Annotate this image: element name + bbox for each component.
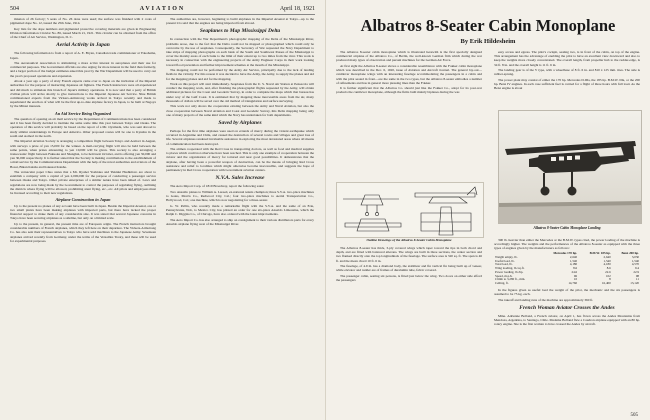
table-cell: Climb to 3,280 ft., min. (495, 277, 526, 282)
aircraft-landing-photo (498, 110, 642, 224)
paragraph: The question of opening an air mail service by the Department of Communications has been considered and it has been finally decided to institute the same some time this year between Tokyo and Osaka. The operation of this service will probably be based on the report of a Mr. Oyamada, who was sent abroad to study similar undertakings in Europe and America. Other proposed routes will be one to Kyushu in the south and Aomori in the north. (10, 117, 156, 138)
paragraph: About a year ago a party of sixty French experts came over to Japan on the invitation of the Imperial authorities for the purpose of instructing Japanese air fighters. The French instructors were all experienced and did much to stimulate this branch of Japan's military operations. It is now said that a party of British civilian pilots will arrive shortly to give instructions to the Imperial Japanese Air Service. Nine British commissioned experts from the Vickers-Armstrong works arrived in Tokyo recently and made to superintend the erection of what will be the first up-to-date airplane factory in Japan, to be built at Nagoya by the Mitsui interests. (10, 79, 156, 109)
table-header-cell: B.M.W. 185 hp. (589, 250, 611, 255)
paragraph: mission of 26 factory; 5 seats of No. 26 done were used; the surface was finished with 2 coats of pigmented dope No. 12, issued the 25th June, 1914. (10, 17, 156, 26)
paragraph: In connection with the War Department's photographic mapping of the Delta of the Mississippi River, problems arose, due to the fact that the Delta could not be mapped or photographed which could only be overcome by the use of seaplanes. Consequently, the Secretary of War requested the Navy Department to take strips of mapping photographs on each bank of the South and Southwest Passes of the Mississippi to cover the marshy areas of each bank to the limit of their extent up to two miles from the river. This work is necessary in connection with the engineering projects of the Army Engineer Corps in their work looking toward flood prevention and further improvement schemes at the mouth of the Mississippi. (166, 37, 314, 67)
performance-table (494, 252, 640, 286)
article-subheading: An Aid Service Being Organized (55, 110, 111, 116)
table-cell: 9.4 (635, 266, 639, 271)
paragraph: Mme. Adrienne Bolland, a French aviator, on April 1, has flown across the Andes Mountains from Mendoza, Argentina, to Santiago, Chile. Madame Bolland flew a Caudron airplane equipped with an 80 hp. rotary engine. She is the first woman to have crossed the Andes by aircraft. (494, 313, 640, 327)
table-cell: 22.9 (633, 269, 639, 274)
paragraph: It is further significant that the Albatros Co. should just like the Fokker Co., adopt for its post-war products the cantilever monoplane, although the firms built mainly biplanes during the war. (336, 86, 482, 95)
table-header-cell: Benz 200 hp. (621, 250, 639, 255)
table-row (494, 282, 640, 286)
table-cell: 1,540 (603, 258, 611, 263)
paragraph: Key lists for the dope numbers and pigmented protective covering materials are given in Engineering Division Information Circular No. 86, issued March 21, 1921. This circular can be obtained from the office of the Chief of Air Service, Washington, D. C. (10, 26, 156, 40)
paragraph: G. W. Pellin, who recently made a remarkable flight with the S.V.A. and the same of an Erie, Pennsylvania, Nob, to Mexico City, has piloted an order for one six-place Ansaldo Limousine, which the Ralph C. Diggins Co., of Chicago, have also ordered with the latest improvements. (166, 203, 314, 217)
table-cell: 22.6 (605, 269, 611, 274)
table-cell: 8.6 (606, 266, 611, 271)
page-number-right: 505 (630, 413, 638, 418)
running-head-left (10, 5, 315, 15)
table-cell: 4,180 (569, 262, 578, 267)
paragraph: The Aero Import Co. has also arranged to ship on consignment to their various distributors parts for every Ansaldo airplane flying west of the Mississippi River. (166, 217, 314, 226)
table-cell: Speed, m.p.h. (495, 273, 513, 278)
table-cell: 98 (635, 273, 639, 278)
table-cell: 102 (605, 273, 611, 278)
article-subheading: Airplane Construction in Japan (55, 197, 111, 203)
paragraph: Up to the present, in general, the present time are of European origin. The French instructors brought considerable numbers of French airplanes, which they left here on their departure. The Vickers-Armstrong Co. has also sent their representatives to Tokyo who have sold machines to the Japanese Army. Seventeen airplanes arrived recently from Germany, under the terms of the Versailles Treaty, and these will be used for experimental purposes. (10, 221, 156, 243)
right-column-2-top (494, 50, 640, 108)
table-cell: 24.6 (571, 269, 578, 274)
right-page (325, 0, 650, 420)
table-cell: 96 (573, 273, 578, 278)
paragraph: Perhaps for the first time airplanes were used on errands of mercy during the violent earthquake which occurred in Argentine and Chile, and caused the destruction of several towns and villages and great loss of life. Several airplanes rendered invaluable assistance in exploring the most devastated areas where all means of communication had been destroyed. (166, 128, 314, 146)
table-cell: 1,540 (569, 258, 578, 263)
table-cell: Weight empty, lb. (495, 254, 518, 259)
table-cell: 10 (573, 277, 578, 282)
right-column-2-bottom (494, 238, 640, 416)
outline-drawing-figure (337, 183, 483, 237)
paragraph: The Albatros 8-seater has thick, 3-ply covered wings which taper toward the tips in both chord and depth, and are fitted with balanced ailerons. The wings are built in three sections, the center section and two flanked directly onto the top longitudinals of the fuselage. The surface area is 320 sq. ft. The span is 46 ft. and the mean chord 10 ft. 6 in. (336, 246, 482, 263)
table-cell: 8.6 (573, 266, 578, 271)
paragraph: easy access and egress. The pilot's cockpit, seating two, is in front of the cabin, on top of the engine. This arrangement has the advantage of enabling the pilot to have an excellent view downward and also to keep the weights more closely concentrated. The overall length, from propeller hub to the rudder-edge, is 34 ft. 8 in. and the overall height is 11 ft. 6 in. (494, 50, 640, 67)
table-cell: 14,760 (568, 281, 578, 286)
paragraph: The takeoff and landing runs of the machine are approximately 360 ft. (498, 297, 594, 302)
paragraph: The vernacular paper Chuo states that a Mr. Ryohei Yoshioka and Yukiaki Hashimoto are about to establish a company with a capital of yen 2,000,000 for the purpose of conducting a passenger service between Osaka and Tokyo. Other private enterprises of a similar nature have been talked of. Laws and regulations are now being made by the Government to control the purposes of regulating flying, outlining the districts where flying will be allowed, prohibiting stunt flying, etc., etc. All pilots and employees must be licensed according to their new regulations. (10, 170, 156, 196)
table-cell: Power loading, lb./hp. (495, 269, 524, 274)
paragraph: The Albatros 8-seater cabin monoplane which is illustrated herewith is the first specially designed commercial airplane of the Albatros Co., of Berlin, the well-known German firm which during the war produced many types of observation and pursuit machines for the German Air Force. (336, 50, 482, 63)
table-cell: 11 (635, 277, 639, 282)
photo-caption: Albatros 8-Seater Cabin Monoplane Landing (533, 226, 601, 230)
paragraph: In the figures given as useful load the weight of the pilot, the mechanic and the six passengers is assumed to be 75 kg. each. (494, 288, 640, 297)
table-cell: 2,640 (569, 254, 578, 259)
article-heading: Saved by Airplanes (218, 119, 262, 126)
drawing-caption: Outline Drawings of the Albatros 8-Seater Cabin Monoplane (366, 238, 452, 242)
table-cell: 4,570 (631, 262, 639, 267)
table-cell: 1,540 (631, 258, 639, 263)
journal-title-left: AVIATION (139, 6, 186, 12)
paragraph: The mapping could not be performed by the Army Air Service, principally due to the lack of landing fields in the vicinity. For this reason it was decided to have the Army, the Army, to supply the planes and aid for the mapping planes and aid for the mapping. (166, 68, 314, 81)
left-column-2 (166, 17, 314, 416)
article-heading: N.V.A. Sales Increase (215, 175, 265, 182)
article-heading: Aerial Activity in Japan (56, 42, 110, 49)
paragraph: The landing gear is of the V type, with a wheelbase of 8 ft. 6 in. and 810 x 125 mm. tires. The axle is rubber-sprung. (494, 68, 640, 77)
table-cell: Total load, lb. (495, 262, 513, 267)
outline-drawings (336, 182, 484, 238)
table-cell: 8 (609, 277, 611, 282)
paragraph: The Aero Import Corp. of 1819 Broadway, report the following sales: (170, 184, 265, 189)
paragraph: The Imperial Aviation Society is arranging a competition flight between Tokyo and Aomori in August, with surveys a prize of yen 15,000 for the winner. A mail-carrying flight will also be held between the same points, when prizes amounting to yen 10,000 will be given. This society is also arranging a transoceanic flight between Fukuoka and Shanghai, to be held next October, and is offering yen 30,000 and yen 30,000 respectively. It is further stated that the Society is making contributions to the establishment of a mail service by the Communications Department with the help of the naval authorities and aviators of the Bosai, Bikan Kaisha and Kokusai Kaisha. (10, 139, 156, 169)
article-heading: Seaplanes to Map Mississippi Delta (199, 28, 281, 35)
table-cell: Useful load, lb. (495, 258, 515, 263)
article-heading: French Woman Aviator Crosses the Andes (519, 304, 615, 311)
page-number-left: 504 (10, 6, 19, 12)
right-column-1-bottom (336, 246, 482, 416)
paragraph: Up to the present no planes of any account have been built in Japan. Beside the Imperial Arsenal, one or two small plants have been making airplanes with imported parts, but there have lacked the proper financial support to make them of any considerable size. It was stated that several Japanese concerns in Tokyo have been securing airplanes as a sideline, but only on a limited scale. (10, 203, 156, 221)
table-cell: 3,030 (631, 254, 639, 259)
table-cell: 4,180 (603, 262, 611, 267)
right-column-1-top (336, 50, 482, 178)
paragraph: The authorities are, however, beginning to build airplanes in the Imperial Arsenal at Tokyo—up to the present it is said that the engines are being imported from abroad. (166, 17, 314, 26)
table-cell: 16,400 (601, 281, 611, 286)
paragraph: The Aeronautical Association is stimulating a more active interest in aeroplanes and their use for commercial purposes. The Government officials are also urging for more interest in the field than formerly, and a larger portion of the budget estimates asked this year by the War Department will be used to carry out the year's proposed operations and expansion. (10, 61, 156, 78)
issue-date-left: April 18, 1921 (279, 6, 315, 12)
paragraph: The power plant may consist of either the 170 hp. Mercedes D.IIIa, the 185 hp. B.M.W. IIIa, or the 200 hp. Benz IV engines. In each case sufficient fuel is carried for a flight of three hours with full load. As the Benz engine is about (494, 77, 640, 91)
paragraph: The fuselage, of 4.9 m. has a diamond body, the stabilizer and fin vertical fin being built up of veneer, while elevator and rudder are of frames of duralumin tube, fabric covered. (336, 264, 482, 273)
table-cell: Wing loading, lb./sq.ft. (495, 266, 525, 271)
left-column-1 (10, 17, 156, 416)
paragraph: At first sight the Albatros 8-seater shows a considerable resemblance with the Fokker cabin monoplane which was described in the Dec. 6, 1920, issue of Aviation and Aircraft Journal. The general lay-out—cantilever monoplane wings with an interesting fuselage accommodating the passengers in a cabin and with the pilot seated in front—are the same in the two types, but the Albatros 8-seater embodies a number of refinements and has in general more pleasing lines than the Fokker. (336, 63, 482, 85)
paragraph: The following information is from a report of A. E. Bryan, Canadian trade commissioner at Yokohama, Japan. (10, 51, 156, 60)
table-cell: Ceiling, ft. (495, 281, 509, 286)
paragraph: Work on this project will start immediately. Seaplanes from the U. S. Naval Air Station at Pensacola will conduct the mapping work, and, after finishing the photographic flights requested by the Army, will obtain additional pictures for the Coast and Geodetic Survey, in order to complete the maps which that bureau has under way of the Gulf Coast. It is estimated that by mapping these inaccessible areas from the air, many thousands of dollars will be saved over the old method of triangulation and surface surveying. (166, 82, 314, 103)
paragraph: The airmen cooperated with the Red Cross in transporting doctors, as well as food and medical supplies to places which could not otherwise have been reached. This is only one example of cooperation between the aviator and the organization of mercy for tortured and near good possibilities. It demonstrates that the airplane, after having been a powerful weapon of destruction, can be the means of bringing Red Cross assistance and relief to localities which might otherwise become inaccessible, and suggests the hope of permanency in Red Cross cooperation with Government aviation centers. (166, 147, 314, 173)
table-cell: 13,120 (630, 281, 639, 286)
paragraph: Two Ansaldo planes to William A. Lareed, ex-national tennis champion; three S.V.A. two-place machines to Gates, Morris Co., Redwood City, Cal.; four two-place machines to Aerial Transportation Co., Hollywood, Cal.; one machine, which is now negotiating for a three-seater. (166, 189, 314, 203)
article-title: Albatros 8-Seater Cabin Monoplane (360, 16, 616, 35)
table-header-cell: Mercedes 170 hp. (553, 250, 578, 255)
paragraph: 390 lb. heavier than either the Mercedes or the B.M.W. types cited, the power loading of the machine is accordingly higher. The weights and the performances of the Albatros 8-seater as equipped with the three types of engines given by the manufacturers as follows: (494, 238, 640, 251)
photo-illustration (499, 111, 641, 223)
table-cell: 2,640 (603, 254, 611, 259)
article-byline: By Erik Hildesheim (460, 38, 516, 45)
paragraph: This work not only shows the cooperation existing between the Army and Naval Aviation, but also the close cooperation between Naval Aviation and Coast and Geodetic Survey, this Delta mapping being only one of many projects of the same kind which the Navy has undertaken for both departments. (166, 104, 314, 117)
paragraph: The passenger cabin, seating six persons, is fitted just below the wing. Two doors on either side afford the passengers (336, 273, 482, 283)
